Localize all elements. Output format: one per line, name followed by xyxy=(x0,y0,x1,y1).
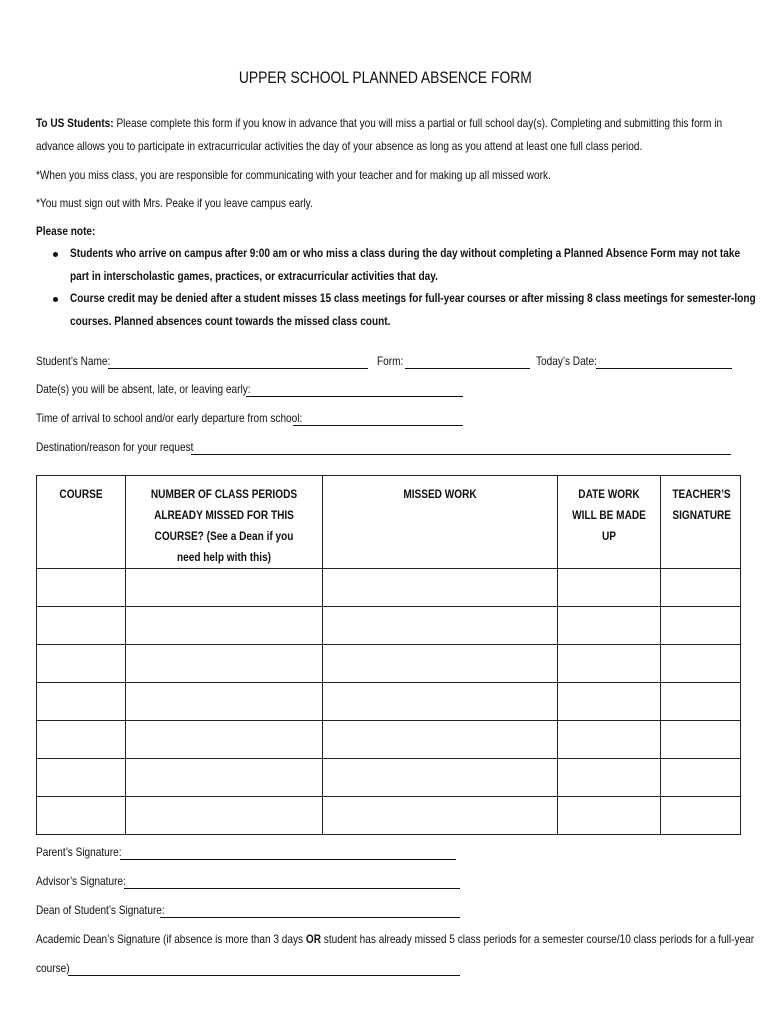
teacher-signature-cell[interactable] xyxy=(661,607,741,645)
course-cell[interactable] xyxy=(37,645,126,683)
course-header: COURSE xyxy=(37,476,126,569)
table-row xyxy=(37,759,741,797)
date-made-up-cell[interactable] xyxy=(558,607,661,645)
class-periods-cell[interactable] xyxy=(126,721,323,759)
course-cell[interactable] xyxy=(37,759,126,797)
teacher-signature-header: TEACHER’S SIGNATURE xyxy=(661,476,741,569)
bullet-2-line-1: Course credit may be denied after a student misses 15 class meetings for full-year courses or after missing 8 class meetings for semester-long xyxy=(70,291,756,305)
bullet-1-line-1: Students who arrive on campus after 9:00 am or who miss a class during the day without completing a Planned Absence Form may not take xyxy=(70,246,741,260)
teacher-signature-cell[interactable] xyxy=(661,569,741,607)
academic-dean-signature-field[interactable] xyxy=(68,975,460,976)
teacher-signature-cell[interactable] xyxy=(661,797,741,835)
missed-work-cell[interactable] xyxy=(323,759,558,797)
parent-signature-label: Parent’s Signature: xyxy=(36,845,122,859)
bullet-2-line-2: courses. Planned absences count towards the missed class count. xyxy=(70,314,391,328)
table-header-row xyxy=(37,476,741,569)
time-arrival-field[interactable] xyxy=(293,425,463,426)
todays-date-label: Today’s Date: xyxy=(536,354,597,368)
student-name-label: Student’s Name: xyxy=(36,354,111,368)
form-field[interactable] xyxy=(405,368,530,369)
bullet-icon xyxy=(53,252,58,257)
form-label: Form: xyxy=(377,354,404,368)
intro-line-1: To US Students: Please complete this form if you know in advance that you will miss a partial or full school day(s). Completing and submitting this form in xyxy=(36,116,723,130)
academic-dean-signature-label-2: course) xyxy=(36,961,70,975)
missed-work-table xyxy=(36,475,741,835)
missed-work-cell[interactable] xyxy=(323,797,558,835)
form-title: UPPER SCHOOL PLANNED ABSENCE FORM xyxy=(238,69,532,87)
date-made-up-cell[interactable] xyxy=(558,569,661,607)
teacher-signature-cell[interactable] xyxy=(661,721,741,759)
date-made-up-cell[interactable] xyxy=(558,683,661,721)
intro-line-2: advance allows you to participate in extracurricular activities the day of your absence as long as you attend at least one full class period. xyxy=(36,139,643,153)
teacher-signature-cell[interactable] xyxy=(661,683,741,721)
missed-work-cell[interactable] xyxy=(323,607,558,645)
class-periods-cell[interactable] xyxy=(126,759,323,797)
teacher-signature-cell[interactable] xyxy=(661,645,741,683)
course-cell[interactable] xyxy=(37,569,126,607)
time-arrival-label: Time of arrival to school and/or early departure from school: xyxy=(36,411,303,425)
todays-date-field[interactable] xyxy=(596,368,732,369)
date-made-up-cell[interactable] xyxy=(558,797,661,835)
class-periods-cell[interactable] xyxy=(126,683,323,721)
class-periods-cell[interactable] xyxy=(126,797,323,835)
intro-lead: To US Students: xyxy=(36,116,114,130)
table-row xyxy=(37,683,741,721)
table-row xyxy=(37,797,741,835)
missed-work-cell[interactable] xyxy=(323,683,558,721)
table-row xyxy=(37,607,741,645)
table-row xyxy=(37,721,741,759)
table-row xyxy=(37,569,741,607)
advisor-signature-label: Advisor’s Signature: xyxy=(36,874,126,888)
missed-work-cell[interactable] xyxy=(323,569,558,607)
class-periods-header: NUMBER OF CLASS PERIODS ALREADY MISSED FOR THIS COURSE? (See a Dean if you need help with this) xyxy=(126,476,323,569)
class-periods-cell[interactable] xyxy=(126,607,323,645)
bullet-icon xyxy=(53,297,58,302)
dean-students-signature-field[interactable] xyxy=(160,917,460,918)
course-cell[interactable] xyxy=(37,683,126,721)
course-cell[interactable] xyxy=(37,721,126,759)
dean-students-signature-label: Dean of Student’s Signature: xyxy=(36,903,165,917)
parent-signature-field[interactable] xyxy=(120,859,456,860)
teacher-signature-cell[interactable] xyxy=(661,759,741,797)
destination-field[interactable] xyxy=(191,454,731,455)
date-made-up-cell[interactable] xyxy=(558,759,661,797)
destination-label: Destination/reason for your request xyxy=(36,440,194,454)
note-miss-class: *When you miss class, you are responsible for communicating with your teacher and for making up all missed work. xyxy=(36,168,551,182)
class-periods-cell[interactable] xyxy=(126,645,323,683)
missed-work-cell[interactable] xyxy=(323,721,558,759)
date-made-up-header: DATE WORK WILL BE MADE UP xyxy=(558,476,661,569)
missed-work-header: MISSED WORK xyxy=(323,476,558,569)
please-note-heading: Please note: xyxy=(36,224,96,238)
table-row xyxy=(37,645,741,683)
date-made-up-cell[interactable] xyxy=(558,645,661,683)
academic-dean-signature-label: Academic Dean’s Signature (if absence is more than 3 days OR student has already missed 5 class periods for a semester course/10 class periods for a full-year xyxy=(36,932,755,946)
course-cell[interactable] xyxy=(37,797,126,835)
course-cell[interactable] xyxy=(37,607,126,645)
student-name-field[interactable] xyxy=(108,368,368,369)
note-sign-out: *You must sign out with Mrs. Peake if you leave campus early. xyxy=(36,196,313,210)
missed-work-cell[interactable] xyxy=(323,645,558,683)
class-periods-cell[interactable] xyxy=(126,569,323,607)
advisor-signature-field[interactable] xyxy=(124,888,460,889)
date-made-up-cell[interactable] xyxy=(558,721,661,759)
dates-absent-field[interactable] xyxy=(246,396,463,397)
dates-absent-label: Date(s) you will be absent, late, or leaving early: xyxy=(36,382,251,396)
bullet-1-line-2: part in interscholastic games, practices, or extracurricular activities that day. xyxy=(70,269,438,283)
